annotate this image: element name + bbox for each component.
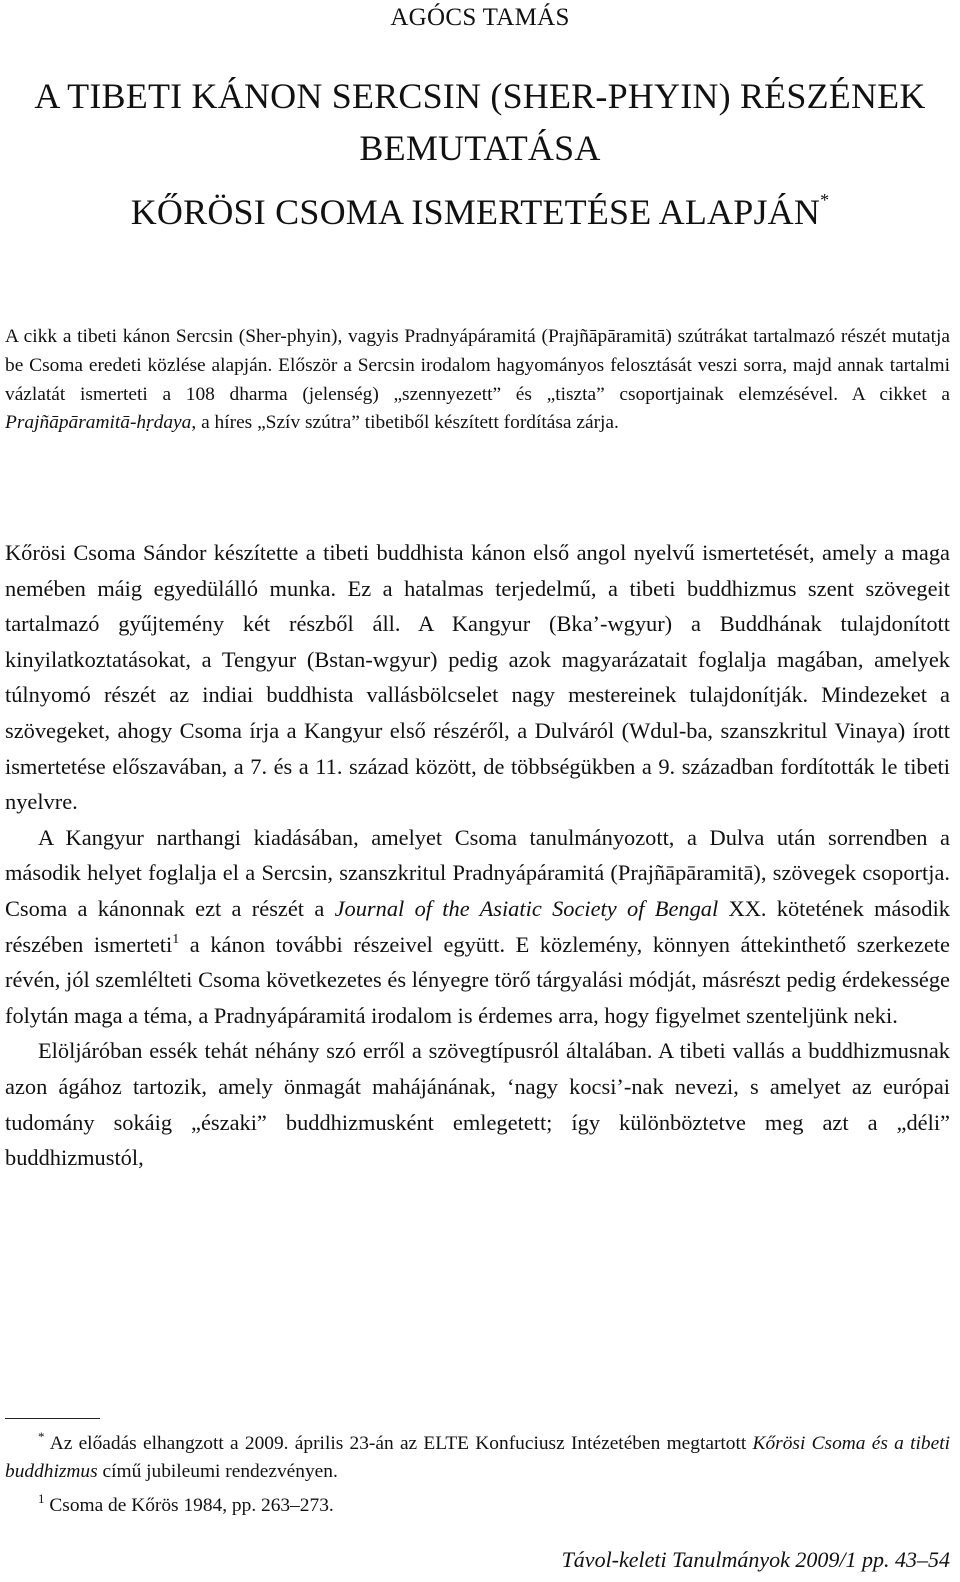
body-text xyxy=(5,535,950,1176)
title-line-3-text: KŐRÖSI CSOMA ISMERTETÉSE ALAPJÁN xyxy=(130,192,821,232)
p2-text-b: XX. kötetének második részében ismerteti xyxy=(5,895,951,957)
footnote-star-text: Az előadás elhangzott a 2009. április 23-án az ELTE Konfuciusz Intézetében megtartott xyxy=(44,1433,753,1454)
title-line-1: A TIBETI KÁNON SERCSIN (SHER-PHYIN) RÉSZÉNEK xyxy=(34,76,926,116)
body-paragraph-1: Kőrösi Csoma Sándor készítette a tibeti buddhista kánon első angol nyelvű ismertetését, amely a maga nemében máig egyedülálló munka. Ez a hatalmas terjedelmű, a tibeti buddhizmus szent szövegeit tartalmazó gyűjtemény két részből áll. A Kangyur (Bka’-wgyur) a Buddhának tulajdonított kinyilatkoztatásokat, a Tengyur (Bstan-wgyur) pedig azok magyarázatait foglalja magában, amelyek túlnyomó részét az indiai buddhista vallásbölcselet nagy mestereinek tulajdonítják. Mindezeket a szövegeket, ahogy Csoma írja a Kangyur első részéről, a Dulváról (Wdul-ba, szanszkritul Vinaya) írott ismertetése előszavában, a 7. és a 11. század között, de többségükben a 9. században fordították le tibeti nyelvre. xyxy=(5,540,950,815)
footnote-1-mark: 1 xyxy=(38,1491,45,1507)
p2-text-c: a kánon további részeivel együtt. E közlemény, könnyen áttekinthető szerkezete révén, jól szemlélteti Csoma következetes és lényegre törő tárgyalási módját, másrészt pedig érdekessége folytán maga a téma, a Pradnyápáramitá irodalom is érdemes arra, hogy figyelmet szenteljünk neki. xyxy=(5,931,950,1028)
title-line-2: BEMUTATÁSA xyxy=(359,128,601,168)
abstract xyxy=(5,323,950,438)
abstract-text-2: , a híres „Szív szútra” tibetiből készített fordítása zárja. xyxy=(191,412,619,434)
footnote-star-end: című jubileumi rendezvényen. xyxy=(97,1461,338,1483)
abstract-italic-term: Prajñāpāramitā-hṛdaya xyxy=(5,412,192,434)
author-name: AGÓCS TAMÁS xyxy=(390,4,570,31)
footnote-ref-1: 1 xyxy=(172,931,180,947)
p2-text-a: A Kangyur narthangi kiadásában, amelyet Csoma tanulmányozott, a Dulva után sorrendben a második helyet foglalja el a Sercsin, szanszkritul Pradnyápáramitá (Prajñāpāramitā), szövegek csoportja. Csoma a kánonnak ezt a részét a xyxy=(5,824,950,921)
footnote-star xyxy=(5,1430,950,1486)
body-paragraph-2 xyxy=(5,820,950,1034)
footnote-1-text: Csoma de Kőrös 1984, pp. 263–273. xyxy=(44,1495,334,1517)
abstract-text-1: A cikk a tibeti kánon Sercsin (Sher-phyin), vagyis Pradnyápáramitá (Prajñāpāramitā) szútrákat tartalmazó részét mutatja be Csoma eredeti közlése alapján. Először a Sercsin irodalom hagyományos felosztását veszi sorra, majd annak tartalmi vázlatát ismerteti a 108 dharma (jelenség) „szennyezett” és „tiszta” csoportjainak elemzésével. A cikket a xyxy=(5,326,950,405)
footnote-star-event: Kőrösi Csoma és a tibeti buddhizmus xyxy=(5,1433,950,1483)
title-line-3 xyxy=(0,174,960,238)
title-footnote-mark: * xyxy=(820,190,830,210)
footnote-divider xyxy=(5,1418,100,1419)
footnote-star-mark: * xyxy=(38,1429,45,1444)
body-paragraph-3: Elöljáróban essék tehát néhány szó erről a szövegtípusról általában. A tibeti vallás a buddhizmusnak azon ágához tartozik, amely önmagát mahájánának, ‘nagy kocsi’-nak nevezi, s amelyet az európai tudomány sokáig „északi” buddhizmusként emlegetett; így különböztetve meg azt a „déli” buddhizmustól, xyxy=(5,1038,950,1171)
p2-journal-title: Journal of the Asiatic Society of Bengal xyxy=(334,895,719,921)
article-title xyxy=(0,70,960,238)
journal-footer: Távol-keleti Tanulmányok 2009/1 pp. 43–54 xyxy=(561,1547,950,1572)
footnote-1 xyxy=(5,1492,950,1520)
footnotes xyxy=(5,1430,950,1521)
